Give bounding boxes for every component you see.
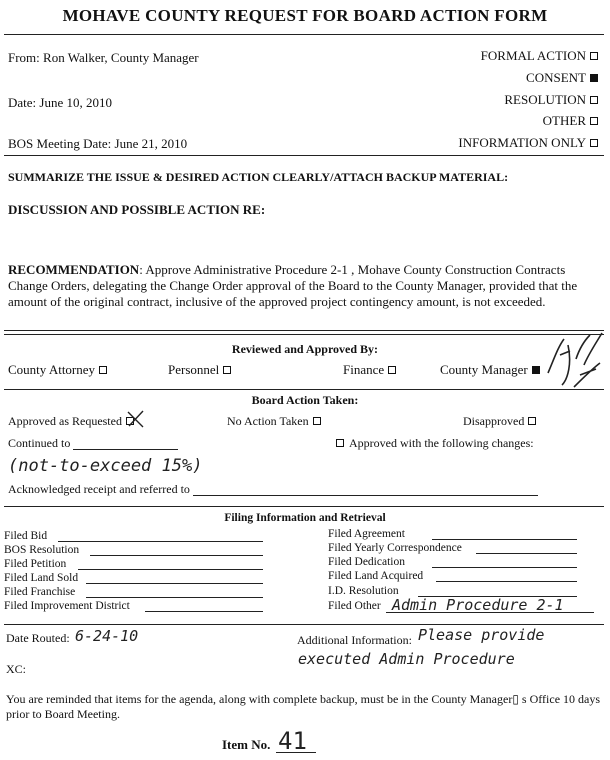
personnel-approval[interactable] [168,362,231,378]
county-attorney-label: County Attorney [8,362,96,377]
finance-checkbox[interactable] [388,366,396,374]
bos-resolution: BOS Resolution [4,544,80,556]
acknowledged-receipt[interactable] [8,482,538,497]
finance-label: Finance [343,362,385,377]
date-routed-value: 6-24-10 [75,627,139,645]
no-action-taken[interactable] [227,414,321,429]
action-consent[interactable] [526,70,598,86]
additional-info-line1: Please provide [418,626,545,644]
filed-petition: Filed Petition [4,558,67,570]
county-manager-approval[interactable] [440,362,540,378]
filing-divider [4,624,604,625]
handwritten-change-note: (not-to-exceed 15%) [8,456,203,476]
finance-approval[interactable] [343,362,396,378]
other-checkbox[interactable] [590,117,598,125]
filed-land-sold: Filed Land Sold [4,572,79,584]
approved-check-mark [125,408,147,430]
filing-heading: Filing Information and Retrieval [224,512,386,524]
continued-to-line[interactable] [73,437,178,450]
bos-meeting-date: BOS Meeting Date: June 21, 2010 [8,136,188,151]
filed-bid: Filed Bid [4,530,48,542]
filed-improvement-district: Filed Improvement District [4,600,130,612]
continued-to-label: Continued to [8,436,71,450]
recommendation-divider-2 [4,334,604,335]
personnel-checkbox[interactable] [223,366,231,374]
action-other[interactable] [543,113,598,129]
acknowledged-label: Acknowledged receipt and referred to [8,482,190,496]
acknowledged-line[interactable] [193,483,538,496]
filed-franchise-line[interactable] [86,597,263,598]
additional-info-line2: executed Admin Procedure [298,650,515,668]
filed-yearly-correspondence-line[interactable] [476,553,577,554]
filed-land-acquired: Filed Land Acquired [328,570,424,582]
county-attorney-checkbox[interactable] [99,366,107,374]
no-action-label: No Action Taken [227,414,309,428]
title-divider [4,34,604,35]
board-action-divider [4,506,604,507]
item-number-line [276,752,316,753]
item-number-value: 41 [278,727,307,755]
county-manager-signature [540,325,606,395]
filed-agreement-line[interactable] [432,539,577,540]
filed-franchise: Filed Franchise [4,586,76,598]
reviewed-heading: Reviewed and Approved By: [231,342,379,356]
reviewed-divider [4,389,604,390]
date-routed-label: Date Routed: [6,631,70,645]
action-resolution-label: RESOLUTION [504,92,586,107]
bos-resolution-line[interactable] [90,555,263,556]
discussion-heading: DISCUSSION AND POSSIBLE ACTION RE: [8,202,266,217]
filed-bid-line[interactable] [58,541,263,542]
no-action-checkbox[interactable] [313,417,321,425]
summarize-heading: SUMMARIZE THE ISSUE & DESIRED ACTION CLEARLY/ATTACH BACKUP MATERIAL: [8,170,509,184]
county-attorney-approval[interactable] [8,362,107,378]
filed-other-value: Admin Procedure 2-1 [392,596,564,614]
recommendation-label: RECOMMENDATION [8,262,140,277]
date-field: Date: June 10, 2010 [8,95,112,110]
action-other-label: OTHER [542,113,586,128]
action-information-only[interactable] [458,135,598,151]
approved-label: Approved as Requested [8,414,122,428]
filed-dedication: Filed Dedication [328,556,405,568]
action-formal-label: FORMAL ACTION [480,48,586,63]
id-resolution: I.D. Resolution [328,585,399,597]
information-only-checkbox[interactable] [590,139,598,147]
filed-land-acquired-line[interactable] [436,581,577,582]
action-consent-label: CONSENT [526,70,586,85]
approved-with-changes-checkbox[interactable] [336,439,344,447]
header-divider [4,155,604,156]
approved-with-changes-label: Approved with the following changes: [349,436,534,450]
board-action-heading: Board Action Taken: [251,393,359,407]
county-manager-label: County Manager [440,362,528,377]
filed-improvement-district-line[interactable] [145,611,263,612]
filed-dedication-line[interactable] [432,567,577,568]
xc-label: XC: [6,662,27,676]
personnel-label: Personnel [168,362,220,377]
continued-to[interactable] [8,436,178,451]
formal-action-checkbox[interactable] [590,52,598,60]
action-resolution[interactable] [504,92,598,108]
recommendation-text: : Approve Administrative Procedure 2-1 , Mohave County Construction Contracts Change Orders, delegating the Change Order approval of the Board to the County Manager, provided that the amount of the original contract, inclusive of the approved project contingency amount, is not exceeded. [8,262,578,309]
filed-yearly-correspondence: Filed Yearly Correspondence [328,542,462,554]
recommendation-divider [4,330,604,331]
action-formal[interactable] [481,48,598,64]
recommendation-paragraph [8,262,603,310]
resolution-checkbox[interactable] [590,96,598,104]
county-manager-checkbox[interactable] [532,366,540,374]
action-information-only-label: INFORMATION ONLY [458,135,586,150]
filed-petition-line[interactable] [78,569,263,570]
disapproved-label: Disapproved [463,414,525,428]
disapproved[interactable] [463,414,536,429]
additional-info-label: Additional Information: [297,633,412,647]
from-field: From: Ron Walker, County Manager [8,50,199,65]
disapproved-checkbox[interactable] [528,417,536,425]
approved-with-changes[interactable] [336,436,534,451]
filed-other: Filed Other [328,600,381,612]
filed-agreement: Filed Agreement [328,528,405,540]
reminder-text: You are reminded that items for the agenda, along with complete backup, must be in the County Manager▯ s Office 10 days prior to Board Meeting. [6,692,601,721]
filed-land-sold-line[interactable] [86,583,263,584]
form-title: MOHAVE COUNTY REQUEST FOR BOARD ACTION FORM [62,6,548,25]
item-number-label: Item No. [222,737,271,752]
approved-as-requested[interactable] [8,414,134,429]
consent-checkbox[interactable] [590,74,598,82]
